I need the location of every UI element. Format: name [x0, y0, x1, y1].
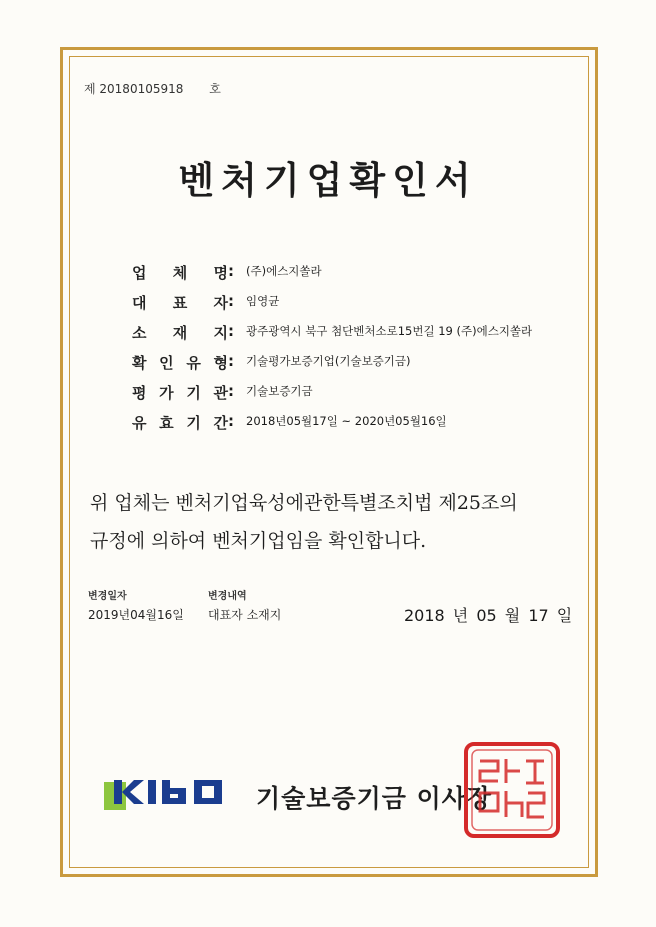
- field-label-company: 업 체 명: [132, 264, 228, 282]
- field-label-validity: 유 효 기 간: [132, 414, 228, 432]
- field-value-evaluator: 기술보증기금: [246, 384, 313, 398]
- field-row-company: 업 체 명 : (주)에스지쏠라: [122, 262, 566, 292]
- field-row-address: 소 재 지 : 광주광역시 북구 첨단벤처소로15번길 19 (주)에스지쏠라: [122, 322, 566, 352]
- change-detail-label: 변경내역: [208, 591, 247, 602]
- field-row-validity: 유 효 기 간 : 2018년05월17일 ~ 2020년05월16일: [122, 412, 566, 442]
- certificate-number-suffix: 호: [209, 82, 221, 96]
- certificate-number: [84, 80, 221, 97]
- statement-line-1: 위 업체는 벤처기업육성에관한특별조치법 제25조의: [90, 492, 518, 514]
- field-value-company: (주)에스지쏠라: [246, 264, 322, 278]
- field-value-type: 기술평가보증기업(기술보증기금): [246, 354, 411, 368]
- kibo-wordmark-icon: [114, 776, 242, 808]
- issue-date: 2018 년 05 월 17 일: [404, 606, 573, 625]
- change-detail-value: 대표자 소재지: [208, 608, 282, 622]
- statement-line-2: 규정에 의하여 벤처기업임을 확인합니다.: [90, 530, 427, 552]
- field-value-address: 광주광역시 북구 첨단벤처소로15번길 19 (주)에스지쏠라: [246, 324, 533, 338]
- field-label-address: 소 재 지: [132, 324, 228, 342]
- certification-statement: [90, 484, 590, 560]
- field-label-ceo: 대 표 자: [132, 294, 228, 312]
- change-date-label: 변경일자: [88, 591, 127, 602]
- certificate-number-value: 제 20180105918: [84, 82, 184, 96]
- field-row-evaluator: 평 가 기 관 : 기술보증기금: [122, 382, 566, 412]
- field-row-type: 확 인 유 형 : 기술평가보증기업(기술보증기금): [122, 352, 566, 382]
- certificate-title: 벤처기업확인서: [178, 158, 478, 202]
- kibo-logo: [104, 776, 242, 816]
- issuer-name: 기술보증기금 이사장: [256, 784, 493, 813]
- change-date-value: 2019년04월16일: [88, 608, 184, 622]
- info-fields: [122, 262, 566, 442]
- field-label-evaluator: 평 가 기 관: [132, 384, 228, 402]
- field-label-type: 확 인 유 형: [132, 354, 228, 372]
- official-seal-icon: [462, 741, 562, 839]
- field-row-ceo: 대 표 자 : 임영균: [122, 292, 566, 322]
- kibo-logo-text: [114, 776, 242, 816]
- field-value-validity: 2018년05월17일 ~ 2020년05월16일: [246, 414, 447, 428]
- field-value-ceo: 임영균: [246, 294, 280, 308]
